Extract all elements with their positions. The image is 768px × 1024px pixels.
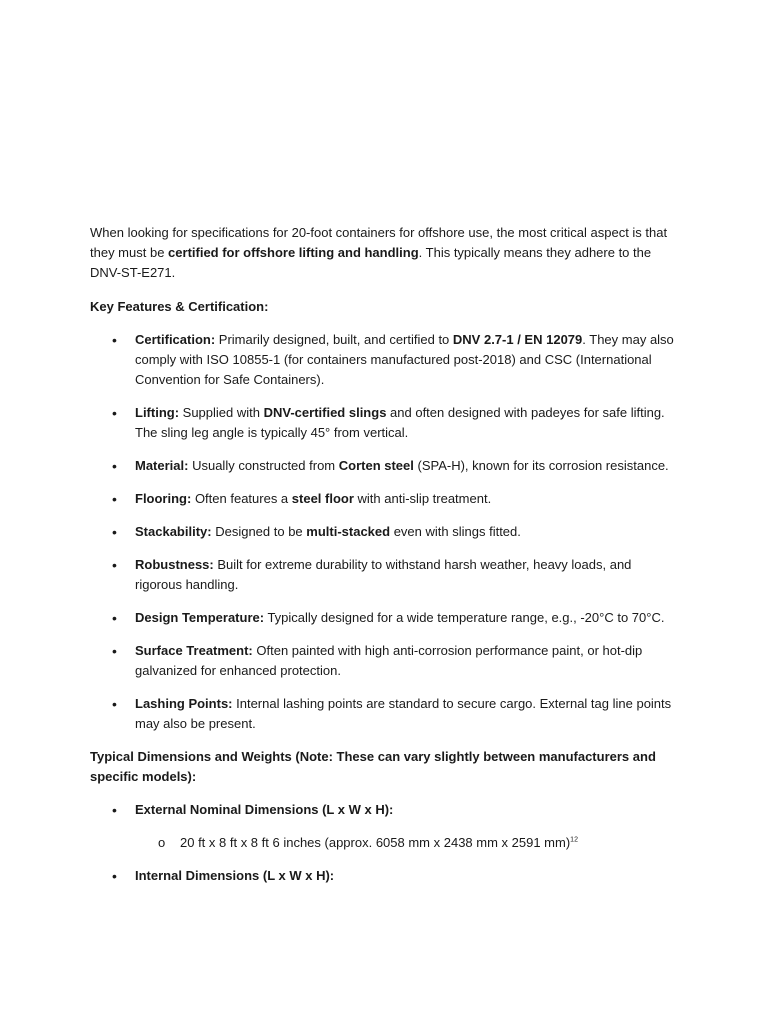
bullet-icon: •: [112, 332, 117, 348]
external-dimensions-sublist: [135, 833, 680, 853]
list-item: [90, 641, 680, 681]
external-dimensions-value: 20 ft x 8 ft x 8 ft 6 inches (approx. 6058 mm x 2438 mm x 2591 mm): [180, 835, 571, 850]
dimensions-heading: Typical Dimensions and Weights (Note: These can vary slightly between manufacturers and specific models):: [90, 749, 656, 784]
item-text: Internal lashing points are standard to secure cargo. External tag line points may also be present.: [135, 696, 672, 731]
bullet-icon: •: [112, 524, 117, 540]
external-dimensions-label: External Nominal Dimensions (L x W x H):: [135, 802, 394, 817]
list-item: [90, 489, 680, 509]
bullet-icon: •: [112, 643, 117, 659]
item-text: Usually constructed from: [188, 458, 339, 473]
item-label: Lashing Points:: [135, 696, 233, 711]
item-text: Typically designed for a wide temperature range, e.g., -20°C to 70°C.: [264, 610, 665, 625]
sub-bullet-icon: o: [158, 835, 166, 850]
internal-dimensions-label: Internal Dimensions (L x W x H):: [135, 868, 335, 883]
item-text: Supplied with: [179, 405, 264, 420]
list-item: [90, 403, 680, 443]
item-text: Often painted with high anti-corrosion performance paint, or hot-dip galvanized for enhanced protection.: [135, 643, 643, 678]
bullet-icon: •: [112, 491, 117, 507]
intro-text-end: . This typically means they adhere to the DNV-ST-E271.: [90, 245, 652, 280]
bullet-icon: •: [112, 458, 117, 474]
item-text-end: . They may also comply with ISO 10855-1 (for containers manufactured post-2018) and CSC (International Convention for Safe Containers).: [135, 332, 674, 387]
bullet-icon: •: [112, 557, 117, 573]
list-item: [90, 866, 680, 886]
bullet-icon: •: [112, 610, 117, 626]
item-label: Surface Treatment:: [135, 643, 253, 658]
bullet-icon: •: [112, 802, 117, 818]
dimensions-list: [90, 800, 680, 886]
item-label: Certification:: [135, 332, 216, 347]
bullet-icon: •: [112, 696, 117, 712]
list-item: [90, 330, 680, 390]
item-label: Stackability:: [135, 524, 212, 539]
item-label: Robustness:: [135, 557, 214, 572]
footnote-ref[interactable]: 12: [570, 836, 578, 844]
item-text-end: with anti-slip treatment.: [353, 491, 492, 506]
item-label: Lifting:: [135, 405, 180, 420]
intro-bold: certified for offshore lifting and handling: [168, 245, 419, 260]
bullet-icon: •: [112, 868, 117, 884]
item-bold: Corten steel: [338, 458, 414, 473]
intro-paragraph: [90, 223, 680, 283]
item-bold: DNV 2.7-1 / EN 12079: [452, 332, 583, 347]
list-item: [90, 522, 680, 542]
item-text: Designed to be: [211, 524, 307, 539]
item-bold: multi-stacked: [306, 524, 391, 539]
item-label: Material:: [135, 458, 189, 473]
list-item: [90, 456, 680, 476]
item-text-end: (SPA-H), known for its corrosion resistance.: [413, 458, 669, 473]
item-bold: steel floor: [291, 491, 354, 506]
bullet-icon: •: [112, 405, 117, 421]
document-body: [90, 223, 680, 899]
list-item: [90, 555, 680, 595]
item-bold: DNV-certified slings: [263, 405, 387, 420]
item-text-end: even with slings fitted.: [390, 524, 521, 539]
item-text: Built for extreme durability to withstand harsh weather, heavy loads, and rigorous handling.: [135, 557, 632, 592]
item-text: Primarily designed, built, and certified to: [215, 332, 453, 347]
list-item: [90, 800, 680, 853]
key-features-heading: Key Features & Certification:: [90, 299, 269, 314]
list-item: [90, 694, 680, 734]
features-list: [90, 330, 680, 734]
item-text: Often features a: [191, 491, 292, 506]
sub-list-item: [135, 833, 680, 853]
item-label: Flooring:: [135, 491, 192, 506]
item-text-end: and often designed with padeyes for safe lifting. The sling leg angle is typically 45° from vertical.: [135, 405, 665, 440]
intro-text: When looking for specifications for 20-foot containers for offshore use, the most critical aspect is that they must be: [90, 225, 668, 260]
list-item: [90, 608, 680, 628]
item-label: Design Temperature:: [135, 610, 265, 625]
